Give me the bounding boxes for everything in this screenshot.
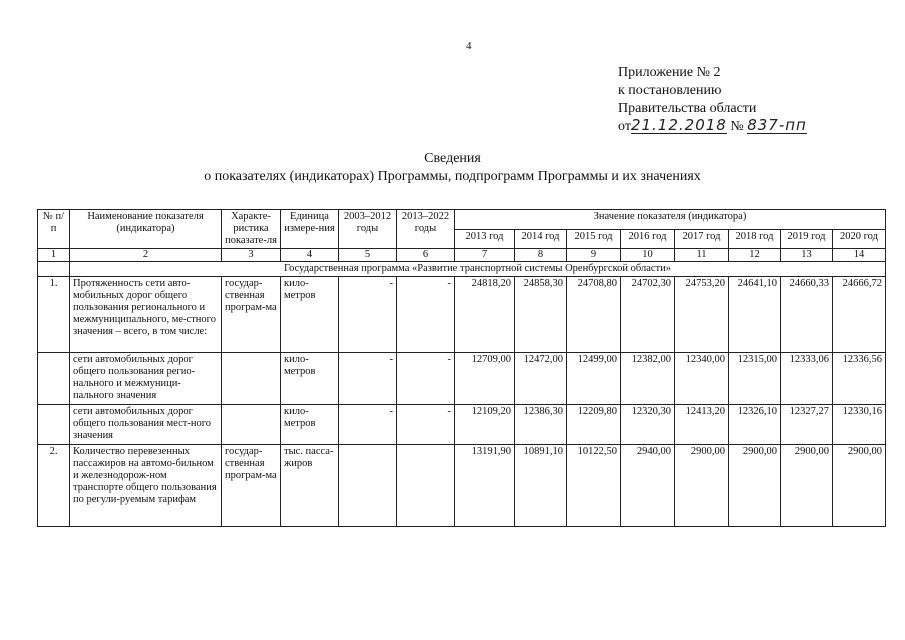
column-number: 8 xyxy=(515,249,567,262)
header-year: 2017 год xyxy=(675,229,729,249)
row-number: 2. xyxy=(38,445,70,527)
decree-date: 21.12.2018 xyxy=(630,116,727,134)
indicator-name: Количество перевезенных пассажиров на автомо-бильном и железнодорож-ном транспорте общего пользования по регули-руемым тарифам xyxy=(70,445,222,527)
indicator-unit: кило-метров xyxy=(281,353,339,405)
value-2003-2012 xyxy=(339,445,397,527)
column-number: 6 xyxy=(397,249,455,262)
value-2013-2022 xyxy=(397,445,455,527)
table-row xyxy=(38,353,886,405)
value-cell: 2900,00 xyxy=(675,445,729,527)
header-unit: Единица измере-ния xyxy=(281,210,339,249)
value-cell: 24858,30 xyxy=(515,277,567,353)
column-number: 5 xyxy=(339,249,397,262)
indicator-characteristic: государ-ственная програм-ма xyxy=(222,445,281,527)
program-row xyxy=(38,262,886,277)
value-cell: 24660,33 xyxy=(781,277,833,353)
value-cell: 2900,00 xyxy=(781,445,833,527)
header-characteristic: Характе-ристика показате-ля xyxy=(222,210,281,249)
value-cell: 2940,00 xyxy=(621,445,675,527)
value-2003-2012: - xyxy=(339,277,397,353)
appendix-line-2: к постановлению xyxy=(618,83,722,98)
value-cell: 24708,80 xyxy=(567,277,621,353)
column-number: 11 xyxy=(675,249,729,262)
value-cell: 2900,00 xyxy=(833,445,886,527)
value-cell: 12327,27 xyxy=(781,405,833,445)
row-number: 1. xyxy=(38,277,70,353)
indicator-name: Протяженность сети авто-мобильных дорог общего пользования регионального и межмуниципального, ме-стного значения – всего, в том числе: xyxy=(70,277,222,353)
column-number: 10 xyxy=(621,249,675,262)
indicator-characteristic xyxy=(222,405,281,445)
header-year: 2018 год xyxy=(729,229,781,249)
decree-number: 837-пп xyxy=(747,116,807,134)
indicator-unit: кило-метров xyxy=(281,405,339,445)
value-cell: 12320,30 xyxy=(621,405,675,445)
indicator-name: сети автомобильных дорог общего пользования регио-нального и межмуници-пального значения xyxy=(70,353,222,405)
column-number: 12 xyxy=(729,249,781,262)
indicator-name: сети автомобильных дорог общего пользования мест-ного значения xyxy=(70,405,222,445)
value-cell: 12333,06 xyxy=(781,353,833,405)
column-number: 4 xyxy=(281,249,339,262)
value-cell: 12336,56 xyxy=(833,353,886,405)
value-2003-2012: - xyxy=(339,353,397,405)
value-2003-2012: - xyxy=(339,405,397,445)
header-year: 2013 год xyxy=(455,229,515,249)
appendix-line-1: Приложение № 2 xyxy=(618,65,721,80)
value-cell: 10891,10 xyxy=(515,445,567,527)
indicators-table xyxy=(37,209,886,527)
header-name: Наименование показателя (индикатора) xyxy=(70,210,222,249)
value-cell: 10122,50 xyxy=(567,445,621,527)
value-cell: 12209,80 xyxy=(567,405,621,445)
table-row xyxy=(38,277,886,353)
value-cell: 12330,16 xyxy=(833,405,886,445)
value-cell: 2900,00 xyxy=(729,445,781,527)
column-number: 3 xyxy=(222,249,281,262)
header-year: 2020 год xyxy=(833,229,886,249)
column-number: 2 xyxy=(70,249,222,262)
from-label: от xyxy=(618,119,631,134)
table-row xyxy=(38,445,886,527)
title-line-2: о показателях (индикаторах) Программы, подпрограмм Программы и их значениях xyxy=(204,169,701,184)
value-2013-2022: - xyxy=(397,277,455,353)
value-cell: 12315,00 xyxy=(729,353,781,405)
header-year: 2016 год xyxy=(621,229,675,249)
page-number: 4 xyxy=(466,40,472,52)
value-cell: 12109,20 xyxy=(455,405,515,445)
row-number xyxy=(38,405,70,445)
table-row xyxy=(38,405,886,445)
value-cell: 24666,72 xyxy=(833,277,886,353)
value-cell: 24753,20 xyxy=(675,277,729,353)
value-cell: 24641,10 xyxy=(729,277,781,353)
value-cell: 12386,30 xyxy=(515,405,567,445)
number-label: № xyxy=(730,119,744,134)
value-2013-2022: - xyxy=(397,405,455,445)
header-year: 2019 год xyxy=(781,229,833,249)
program-title: Государственная программа «Развитие транспортной системы Оренбургской области» xyxy=(70,262,886,277)
decree-date-number xyxy=(618,118,807,136)
value-cell: 12709,00 xyxy=(455,353,515,405)
value-cell: 12326,10 xyxy=(729,405,781,445)
value-cell: 12472,00 xyxy=(515,353,567,405)
column-number: 14 xyxy=(833,249,886,262)
row-number xyxy=(38,353,70,405)
value-cell: 24818,20 xyxy=(455,277,515,353)
header-year: 2014 год xyxy=(515,229,567,249)
header-2003-2012: 2003–2012 годы xyxy=(339,210,397,249)
header-2013-2022: 2013–2022 годы xyxy=(397,210,455,249)
appendix-line-3: Правительства области xyxy=(618,101,757,116)
value-cell: 12340,00 xyxy=(675,353,729,405)
header-year: 2015 год xyxy=(567,229,621,249)
title-line-1: Сведения xyxy=(424,151,481,166)
column-number: 9 xyxy=(567,249,621,262)
indicator-characteristic xyxy=(222,353,281,405)
column-number: 13 xyxy=(781,249,833,262)
value-cell: 12413,20 xyxy=(675,405,729,445)
value-2013-2022: - xyxy=(397,353,455,405)
column-number-row xyxy=(38,249,886,262)
column-number: 1 xyxy=(38,249,70,262)
indicator-unit: тыс. пасса-жиров xyxy=(281,445,339,527)
indicator-characteristic: государ-ственная програм-ма xyxy=(222,277,281,353)
header-row-1 xyxy=(38,210,886,230)
value-cell: 12499,00 xyxy=(567,353,621,405)
column-number: 7 xyxy=(455,249,515,262)
appendix-block xyxy=(618,64,807,136)
value-cell: 12382,00 xyxy=(621,353,675,405)
document-title xyxy=(0,150,905,186)
value-cell: 24702,30 xyxy=(621,277,675,353)
program-row-blank xyxy=(38,262,70,277)
header-values: Значение показателя (индикатора) xyxy=(455,210,886,230)
header-no: № п/п xyxy=(38,210,70,249)
indicator-unit: кило-метров xyxy=(281,277,339,353)
value-cell: 13191,90 xyxy=(455,445,515,527)
